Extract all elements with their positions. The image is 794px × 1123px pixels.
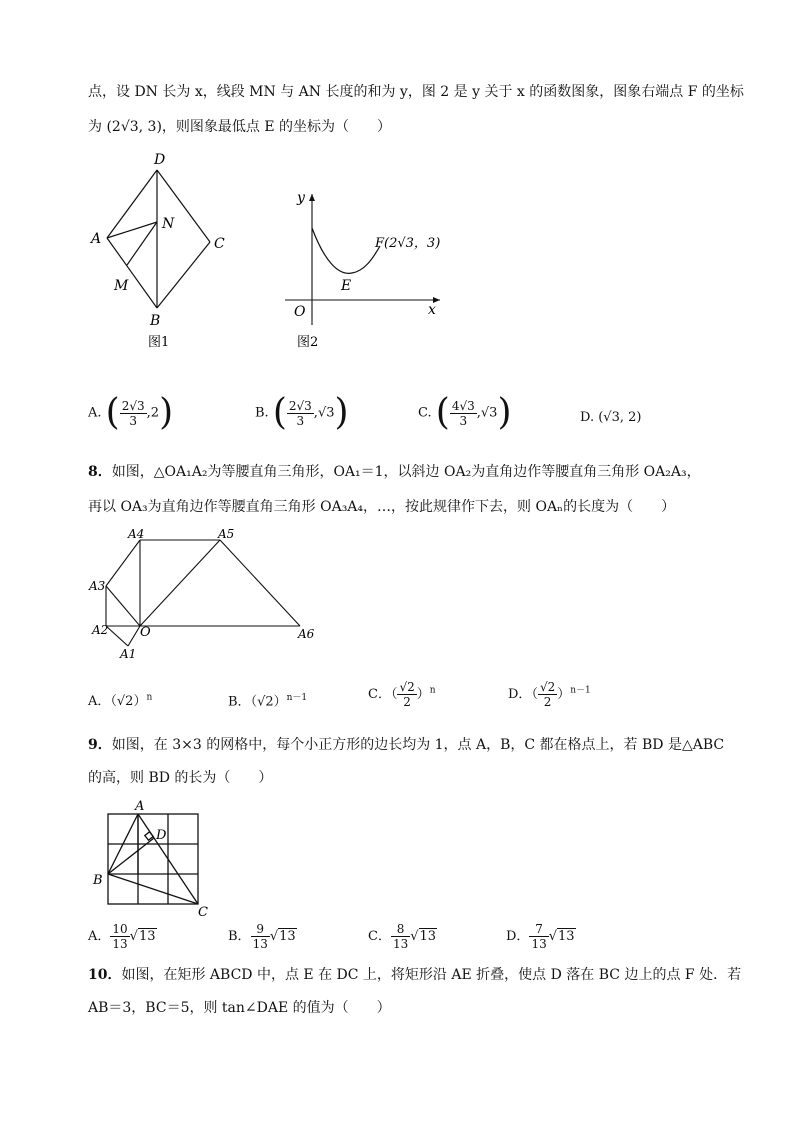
fig8-label-O: O — [140, 625, 151, 640]
q9-text-line2: 的高，则 BD 的长为（ ） — [88, 770, 273, 786]
option-letter: A. — [88, 405, 102, 421]
q8-figure — [88, 528, 328, 663]
q7-text-line2: 为 (2√3, 3)，则图象最低点 E 的坐标为（ ） — [88, 119, 392, 135]
q9-option-c[interactable]: C． $\frac{8}{13}$ √13 — [368, 922, 437, 951]
q7-figure-2 — [280, 180, 450, 350]
fig2-label-E: E — [341, 278, 352, 294]
q7-option-b[interactable]: B. ( $\frac{2√3}{3}$ ,√3) — [255, 392, 349, 433]
q10-number: 10． — [88, 967, 122, 983]
fig8-label-A5: A5 — [218, 528, 235, 541]
fig8-label-A4: A4 — [128, 528, 145, 541]
option-letter: B. — [255, 405, 269, 421]
q7-option-a[interactable]: A. ( $\frac{2√3}{3}$ ,2) — [88, 392, 174, 433]
q9-figure — [88, 796, 218, 918]
fig9-label-B: B — [93, 873, 103, 888]
fig8-label-A6: A6 — [298, 627, 315, 641]
q7-text-line1: 点，设 DN 长为 x，线段 MN 与 AN 长度的和为 y，图 2 是 y 关于 x 的函数图象，图象右端点 F 的坐标 — [88, 84, 744, 100]
q10-text-line2: AB＝3，BC＝5，则 tan∠DAE 的值为（ ） — [88, 1000, 391, 1016]
q8-option-c[interactable]: C．（ $\frac{√2}{2}$ ）$^n$ — [368, 680, 436, 709]
fig1-caption: 图1 — [148, 335, 170, 350]
fig9-label-D: D — [156, 828, 167, 843]
fig1-label-C: C — [214, 236, 225, 252]
fig1-label-M: M — [114, 278, 129, 294]
q7-option-d[interactable]: D. (√3, 2) — [580, 410, 642, 425]
q8-text-line2: 再以 OA₃为直角边作等腰直角三角形 OA₃A₄，…，按此规律作下去，则 OAₙ的长度为（ ） — [88, 499, 676, 515]
q9-option-d[interactable]: D． $\frac{7}{13}$ √13 — [506, 922, 575, 951]
q9-option-a[interactable]: A． $\frac{10}{13}$ √13 — [88, 922, 156, 951]
fig1-label-D: D — [154, 152, 166, 168]
fig2-label-F: F(2√3，3) — [375, 236, 441, 251]
fig2-label-y: y — [297, 190, 305, 206]
fig9-label-C: C — [198, 905, 208, 918]
q8-option-b[interactable]: B．$(√2)^{n-1}$ — [228, 693, 308, 710]
q10-text-line1: 10．如图，在矩形 ABCD 中，点 E 在 DC 上，将矩形沿 AE 折叠，使点 D 落在 BC 边上的点 F 处．若 — [88, 967, 742, 983]
fig1-label-N: N — [162, 216, 175, 232]
option-letter: C. — [418, 405, 432, 421]
fig8-label-A3: A3 — [89, 579, 106, 593]
fig8-label-A2: A2 — [92, 623, 109, 637]
q9-text-line1: 9．如图，在 3×3 的网格中，每个小正方形的边长均为 1，点 A，B，C 都在格点上，若 BD 是△ABC — [88, 737, 725, 753]
q8-option-d[interactable]: D．（ $\frac{√2}{2}$ ）$^{n-1}$ — [508, 680, 591, 709]
q8-text-line1: 8．如图，△OA₁A₂为等腰直角三角形，OA₁＝1，以斜边 OA₂为直角边作等腰直角三角形 OA₂A₃， — [88, 464, 701, 480]
q7-option-c[interactable]: C. ( $\frac{4√3}{3}$ ,√3) — [418, 392, 512, 433]
fig2-label-x: x — [428, 302, 436, 318]
q8-number: 8． — [88, 464, 112, 480]
fig1-label-A: A — [91, 231, 102, 247]
q8-option-a[interactable]: A．$(√2)^n$ — [88, 692, 153, 709]
q9-number: 9． — [88, 737, 112, 753]
q9-option-b[interactable]: B． $\frac{9}{13}$ √13 — [228, 922, 296, 951]
fig9-label-A: A — [135, 799, 145, 814]
fig8-label-A1: A1 — [120, 647, 137, 661]
fig2-label-O: O — [294, 304, 306, 320]
fig2-caption: 图2 — [297, 335, 319, 350]
fig1-label-B: B — [150, 313, 161, 329]
option-letter: D. — [580, 410, 595, 425]
q7-figure-1 — [80, 150, 250, 350]
